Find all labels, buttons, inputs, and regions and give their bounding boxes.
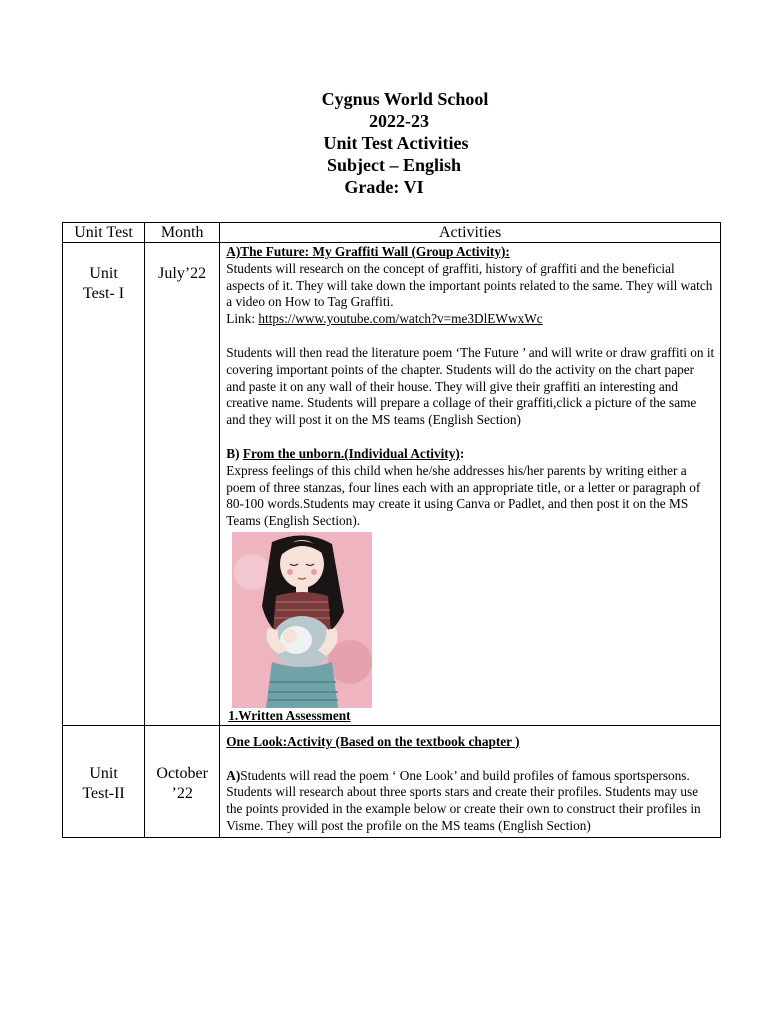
- table-header-row: [63, 223, 721, 243]
- activity-a-description: Students will research on the concept of graffiti, history of graffiti and the beneficial aspects of it. They will take down the important points related to the same. They will watch a video on How to Tag Graffiti.: [226, 260, 713, 310]
- unit-label: Unit Test-II: [82, 764, 125, 802]
- table-row: [63, 725, 721, 837]
- school-name: Cygnus World School: [321, 89, 489, 109]
- header-activities: Activities: [220, 223, 721, 243]
- youtube-link[interactable]: https://www.youtube.com/watch?v=me3DlEWwxWc: [258, 311, 543, 327]
- activity-b-description: Express feelings of this child when he/she addresses his/her parents by writing either a poem of three stanzas, four lines each with an appropriate title, or a letter or paragraph of 80-100 words.Students may create it using Canva or Padlet, and then post it on the MS Teams (English Section).: [226, 462, 701, 529]
- unit-cell: [63, 725, 145, 837]
- table-row: [63, 243, 721, 726]
- unit-cell: [63, 243, 145, 726]
- month-cell: [145, 243, 220, 726]
- header-month: Month: [145, 223, 220, 243]
- link-label: Link:: [226, 311, 259, 327]
- activity-b-label: B): [226, 445, 243, 461]
- month-label: July’22: [158, 265, 207, 282]
- activity-b-title: From the unborn.(Individual Activity): [242, 445, 460, 461]
- activity-a-instructions: Students will then read the literature poem ‘The Future ’ and will write or draw graffiti on it covering important points of the chapter. Students will do the activity on the chart paper and paste it on any wall of their house. They will give their graffiti an interesting and creative name. Students will prepare a collage of their graffiti,click a picture of the same and they will post it on the MS teams (English Section): [226, 344, 715, 428]
- unit-label: Unit Test- I: [83, 265, 125, 302]
- activity-a-title: A)The Future: My Graffiti Wall (Group Activity):: [226, 244, 510, 259]
- grade-label: Grade: VI: [344, 177, 424, 197]
- unborn-child-illustration: [232, 532, 372, 708]
- activity-one-look-description: A)Students will read the poem ‘ One Look’ and build profiles of famous sportspersons. Students will research about three sports stars and create their profiles. Students may use the points provided in the example below or create their own to construct their profiles in Visme. They will post the profile on the MS teams (English Section): [226, 767, 701, 833]
- activity-one-look-title: One Look:Activity (Based on the textbook chapter ): [226, 733, 520, 749]
- activities-cell: [220, 243, 721, 726]
- activities-cell: [220, 725, 721, 837]
- document-header: [0, 88, 768, 198]
- academic-year: 2022-23: [369, 111, 429, 131]
- activities-table: [62, 222, 721, 838]
- month-cell: [145, 725, 220, 837]
- activity-a-label: A): [226, 767, 241, 783]
- document-title: Unit Test Activities: [323, 133, 469, 153]
- month-label: October ’22: [156, 764, 208, 802]
- subject-label: Subject – English: [326, 155, 462, 175]
- written-assessment-label: 1.Written Assessment: [228, 707, 351, 723]
- activity-b-heading: B) From the unborn.(Individual Activity):: [226, 445, 465, 461]
- activity-a-link-line: [226, 311, 716, 328]
- header-unit-test: Unit Test: [63, 223, 145, 243]
